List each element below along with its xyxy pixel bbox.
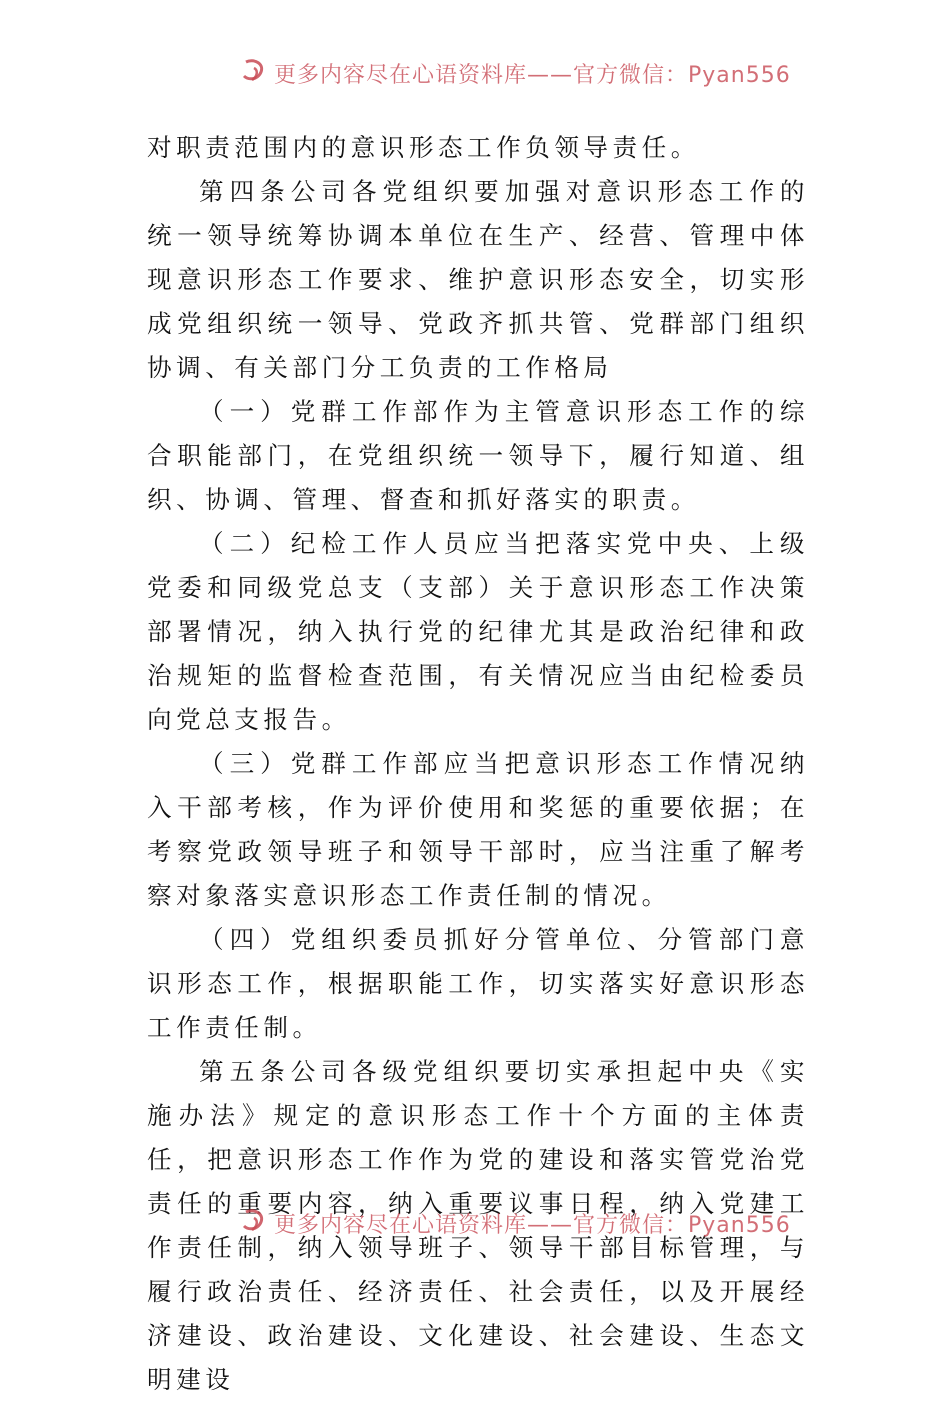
paragraph: （一）党群工作部作为主管意识形态工作的综合职能部门，在党组织统一领导下，履行知道、组织、协调、管理、督查和抓好落实的职责。 [147,397,809,514]
watermark-text: 更多内容尽在心语资料库——官方微信：Pyan556 [274,63,791,88]
paragraph: 第五条公司各级党组织要切实承担起中央《实施办法》规定的意识形态工作十个方面的主体责任，把意识形态工作作为党的建设和落实管党治党责任的重要内容，纳入重要议事日程，纳入党建工作责任制，纳入领导班子、领导干部目标管理，与履行政治责任、经济责任、社会责任，以及开展经济建设、政治建设、文化建设、社会建设、生态文明建设 [147,1057,809,1394]
footer-watermark [238,1206,791,1238]
paragraph: 第四条公司各党组织要加强对意识形态工作的统一领导统筹协调本单位在生产、经营、管理中体现意识形态工作要求、维护意识形态安全，切实形成党组织统一领导、党政齐抓共管、党群部门组织协调、有关部门分工负责的工作格局 [147,177,809,382]
header-watermark [238,56,791,88]
watermark-text: 更多内容尽在心语资料库——官方微信：Pyan556 [274,1213,791,1238]
watermark-logo-icon [240,1208,270,1234]
paragraph: （三）党群工作部应当把意识形态工作情况纳入干部考核，作为评价使用和奖惩的重要依据；在考察党政领导班子和领导干部时，应当注重了解考察对象落实意识形态工作责任制的情况。 [147,749,809,910]
paragraph: （二）纪检工作人员应当把落实党中央、上级党委和同级党总支（支部）关于意识形态工作决策部署情况，纳入执行党的纪律尤其是政治纪律和政治规矩的监督检查范围，有关情况应当由纪检委员向党总支报告。 [147,529,809,734]
paragraph: （四）党组织委员抓好分管单位、分管部门意识形态工作，根据职能工作，切实落实好意识形态工作责任制。 [147,925,809,1042]
paragraph: 对职责范围内的意识形态工作负领导责任。 [147,133,700,162]
watermark-logo-icon [240,58,270,84]
